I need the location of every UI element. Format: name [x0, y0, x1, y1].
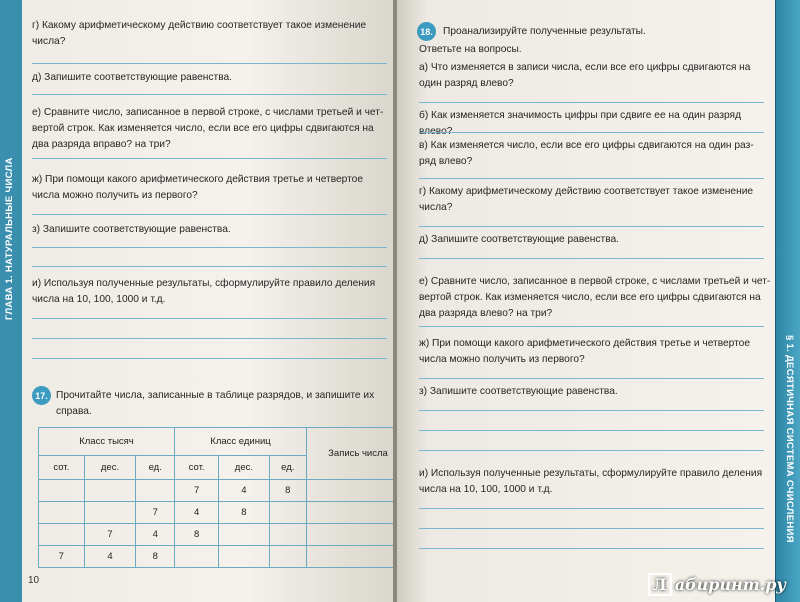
right-page	[397, 0, 775, 602]
col-header: сот.	[175, 456, 219, 480]
answer-line[interactable]	[32, 214, 387, 215]
header-class-thousands: Класс тысяч	[39, 428, 175, 456]
col-header: сот.	[39, 456, 85, 480]
col-header: дес.	[219, 456, 269, 480]
digit-cell	[219, 546, 269, 568]
labirint-watermark	[648, 573, 786, 596]
answer-line[interactable]	[32, 247, 387, 248]
question-g: г) Какому арифметическому действию соответствует такое изменение числа?	[419, 186, 754, 213]
digit-cell	[269, 546, 306, 568]
answer-line[interactable]	[419, 178, 764, 179]
header-class-units: Класс единиц	[175, 428, 307, 456]
digit-cell: 7	[39, 546, 85, 568]
digit-cell: 7	[84, 524, 136, 546]
digit-cell: 4	[219, 480, 269, 502]
question-z: з) Запишите соответствующие равенства.	[32, 224, 231, 235]
answer-line[interactable]	[32, 158, 387, 159]
digit-cell: 8	[219, 502, 269, 524]
question-zh: ж) При помощи какого арифметического действия третье и четвертое числа можно получить из первого?	[419, 338, 751, 365]
answer-line[interactable]	[32, 94, 387, 95]
digit-cell: 8	[175, 524, 219, 546]
digit-cell: 8	[269, 480, 306, 502]
digit-cell	[136, 480, 175, 502]
answer-line[interactable]	[419, 450, 764, 451]
col-header: дес.	[84, 456, 136, 480]
table-row	[39, 502, 410, 524]
table-row	[39, 546, 410, 568]
answer-line[interactable]	[419, 326, 764, 327]
answer-line[interactable]	[419, 258, 764, 259]
digit-cell: 7	[175, 480, 219, 502]
chapter-tab-label: ГЛАВА 1. НАТУРАЛЬНЫЕ ЧИСЛА	[4, 157, 15, 320]
digit-cell: 4	[136, 524, 175, 546]
table-row	[39, 480, 410, 502]
digit-cell	[84, 480, 136, 502]
answer-line[interactable]	[32, 338, 387, 339]
digit-cell	[269, 502, 306, 524]
answer-prompt: Ответьте на вопросы.	[419, 44, 522, 55]
digit-cell	[84, 502, 136, 524]
digit-cell: 8	[136, 546, 175, 568]
question-i: и) Используя полученные результаты, сформулируйте правило деления числа на 10, 100, 1000 и т.д.	[32, 278, 376, 305]
question-e: е) Сравните число, записанное в первой строке, с числами третьей и чет- вертой строк. Как изменяется число, если все его цифры сдвигаются на два разряда вправо? на три?	[32, 107, 384, 150]
answer-line[interactable]	[419, 378, 764, 379]
digit-cell	[269, 524, 306, 546]
question-z: з) Запишите соответствующие равенства.	[419, 386, 618, 397]
question-a: а) Что изменяется в записи числа, если все его цифры сдвигаются на один разряд влево?	[419, 62, 751, 89]
question-b: б) Как изменяется значимость цифры при сдвиге ее на один разряд	[419, 110, 742, 121]
digit-cell	[39, 480, 85, 502]
answer-line[interactable]	[419, 548, 764, 549]
answer-line[interactable]	[419, 226, 764, 227]
section-tab-label: § 1. ДЕСЯТИЧНАЯ СИСТЕМА СЧИСЛЕНИЯ	[784, 335, 795, 543]
question-d: д) Запишите соответствующие равенства.	[32, 72, 232, 83]
digit-cell: 7	[136, 502, 175, 524]
answer-line[interactable]	[32, 358, 387, 359]
question-zh: ж) При помощи какого арифметического действия третье и четвертое числа можно получить из первого?	[32, 174, 364, 201]
place-value-table	[38, 427, 410, 568]
digit-cell	[39, 524, 85, 546]
answer-line[interactable]	[419, 528, 764, 529]
digit-cell: 4	[84, 546, 136, 568]
header-number-record: Запись числа	[307, 428, 410, 480]
answer-line[interactable]	[419, 508, 764, 509]
question-g: г) Какому арифметическому действию соответствует такое изменение числа?	[32, 20, 367, 47]
answer-line[interactable]	[419, 410, 764, 411]
digit-cell	[39, 502, 85, 524]
watermark-logo-box: Л	[648, 573, 672, 596]
answer-line[interactable]	[32, 318, 387, 319]
task-17-text: Прочитайте числа, записанные в таблице разрядов, и запишите их справа.	[56, 390, 375, 417]
question-e: е) Сравните число, записанное в первой строке, с числами третьей и чет- вертой строк. Как изменяется число, если все его цифры сдвигаются на два разряда влево? на три?	[419, 276, 771, 319]
watermark-text: абиринт.ру	[674, 575, 786, 594]
question-i: и) Используя полученные результаты, сформулируйте правило деления числа на 10, 100, 1000 и т.д.	[419, 468, 763, 495]
task-18-title: Проанализируйте полученные результаты.	[443, 26, 646, 37]
task-18-number: 18.	[417, 22, 436, 41]
answer-line[interactable]	[419, 430, 764, 431]
digit-cell: 4	[175, 502, 219, 524]
digit-cell	[175, 546, 219, 568]
col-header: ед.	[136, 456, 175, 480]
table-row	[39, 524, 410, 546]
question-v: в) Как изменяется число, если все его цифры сдвигаются на один раз- ряд влево?	[419, 140, 754, 167]
question-d: д) Запишите соответствующие равенства.	[419, 234, 619, 245]
answer-line[interactable]	[419, 102, 764, 103]
col-header: ед.	[269, 456, 306, 480]
page-number: 10	[28, 575, 40, 586]
task-17-number: 17.	[32, 386, 51, 405]
answer-line[interactable]	[419, 132, 764, 133]
answer-line[interactable]	[32, 63, 387, 64]
digit-cell	[219, 524, 269, 546]
answer-line[interactable]	[32, 266, 387, 267]
